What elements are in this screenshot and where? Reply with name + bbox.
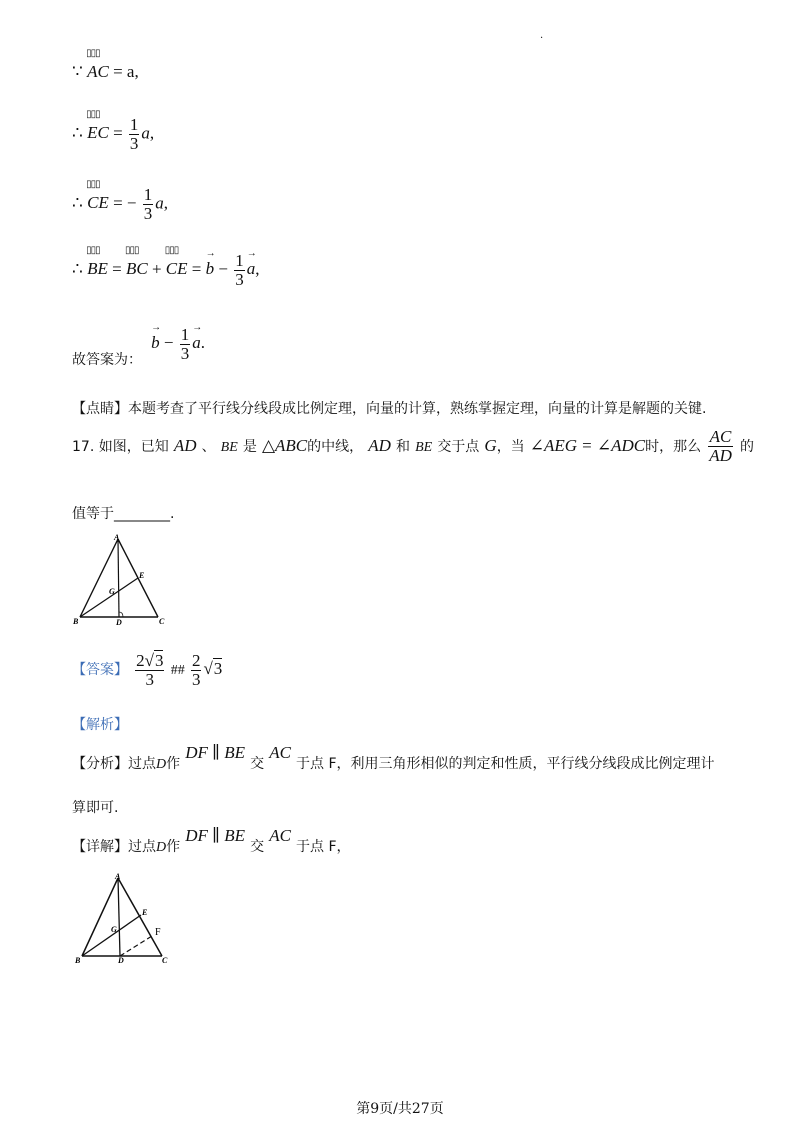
step-4-end: , bbox=[255, 259, 260, 279]
vector-bc: ▯▯▯ BC bbox=[126, 259, 148, 279]
fraction-one-third bbox=[180, 326, 191, 363]
problem-prefix: 17. 如图，已知 bbox=[72, 439, 169, 455]
dianjing-comment: 【点睛】本题考查了平行线分线段成比例定理，向量的计算，熟练掌握定理，向量的计算是解题的关键. bbox=[72, 401, 707, 417]
answer-end: . bbox=[200, 333, 205, 353]
vector-ce: ▯▯▯ CE bbox=[87, 193, 109, 213]
label-g: G bbox=[111, 925, 117, 934]
numerator bbox=[708, 428, 733, 446]
segment-ac: AC bbox=[269, 743, 291, 762]
label-d: D bbox=[118, 956, 124, 965]
fraction-two-root3-over-3 bbox=[135, 652, 164, 689]
because-symbol: ∵ bbox=[72, 62, 83, 81]
therefore-symbol: ∴ bbox=[72, 123, 83, 143]
step-2 bbox=[72, 116, 154, 153]
label-c: C bbox=[159, 617, 165, 626]
fenxi-line-2: 算即可. bbox=[72, 800, 119, 816]
plus-sign: + bbox=[151, 259, 162, 279]
equals-sign: = bbox=[113, 123, 123, 143]
denominator: 3 bbox=[143, 204, 153, 223]
sqrt-three: √3 bbox=[203, 659, 223, 679]
xiangjie-block bbox=[72, 826, 351, 855]
fraction-one-third bbox=[234, 252, 245, 289]
answer-statement bbox=[72, 325, 205, 369]
segment-be: BE bbox=[220, 440, 238, 455]
label-g: G bbox=[109, 587, 115, 596]
label-c: C bbox=[162, 956, 168, 965]
therefore-symbol: ∴ bbox=[72, 259, 83, 279]
word-zuo: 作 bbox=[166, 839, 181, 855]
numerator: 1 bbox=[129, 115, 139, 134]
fraction-two-thirds bbox=[191, 652, 202, 689]
vector-a: → a bbox=[192, 333, 201, 353]
denominator-ad: AD bbox=[709, 446, 732, 465]
label-e: E bbox=[142, 908, 148, 917]
numerator: 2 bbox=[191, 651, 201, 670]
denominator: 3 bbox=[235, 270, 244, 289]
vector-b: → b bbox=[206, 259, 215, 279]
numerator: 1 bbox=[235, 251, 244, 270]
point-d: D bbox=[156, 840, 167, 855]
denominator bbox=[708, 446, 733, 465]
label-a: A bbox=[115, 872, 121, 881]
triangle-figure-2 bbox=[72, 870, 177, 965]
word-median: 的中线， bbox=[307, 439, 364, 455]
word-de: 的 bbox=[739, 439, 754, 455]
denominator: 3 bbox=[135, 670, 164, 689]
fenxi-label: 【分析】过点 bbox=[72, 756, 156, 772]
therefore-symbol: ∴ bbox=[72, 193, 83, 213]
separator: 、 bbox=[201, 439, 216, 455]
answer-block bbox=[72, 652, 222, 689]
minus-sign: − bbox=[218, 259, 228, 279]
word-jiao: 交 bbox=[250, 756, 265, 772]
segment-ac: AC bbox=[269, 826, 291, 845]
word-and: 和 bbox=[396, 439, 411, 455]
word-zuo: 作 bbox=[166, 756, 181, 772]
equals-sign: = bbox=[112, 259, 122, 279]
segment-ad: AD bbox=[173, 436, 197, 455]
analysis-tag: 【解析】 bbox=[72, 717, 128, 733]
header-dot: . bbox=[540, 30, 544, 41]
fenxi-block bbox=[72, 743, 715, 772]
vector-b: → b bbox=[151, 333, 160, 353]
word-intersect: 交于点 bbox=[437, 439, 480, 455]
minus-sign: − bbox=[163, 333, 174, 353]
xiangjie-rest: 于点 F， bbox=[296, 839, 351, 855]
label-e: E bbox=[139, 571, 145, 580]
radicand-3: 3 bbox=[154, 651, 164, 670]
step-4 bbox=[72, 252, 259, 289]
label-d: D bbox=[116, 618, 122, 627]
segment-ad: AD bbox=[368, 436, 391, 455]
label-b: B bbox=[73, 617, 79, 626]
vector-ce: ▯▯▯ CE bbox=[166, 259, 188, 279]
numerator-ac: AC bbox=[709, 427, 732, 446]
df-parallel-be: DF ∥ BE bbox=[185, 743, 246, 762]
equals-minus: = − bbox=[113, 193, 137, 213]
fraction-one-third bbox=[143, 186, 154, 223]
var-a: a bbox=[155, 193, 164, 213]
word-shi: 是 bbox=[242, 439, 257, 455]
numerator: 1 bbox=[180, 325, 190, 344]
answer-label: 故答案为： bbox=[72, 352, 142, 369]
point-g: G bbox=[484, 436, 497, 455]
answer-tag: 【答案】 bbox=[72, 662, 128, 679]
answer-expression bbox=[151, 325, 205, 363]
label-f: F bbox=[155, 927, 161, 938]
step-1 bbox=[72, 62, 139, 82]
numerator: 1 bbox=[143, 185, 153, 204]
angle-aeg: ∠AEG bbox=[529, 436, 578, 455]
vector-ac: ▯▯▯ AC bbox=[87, 62, 109, 82]
fraction-one-third bbox=[129, 116, 140, 153]
vector-a: → a bbox=[247, 259, 256, 279]
word-when: ，当 bbox=[496, 439, 525, 455]
step-3-end: , bbox=[163, 193, 168, 213]
page-footer: 第9页/共27页 bbox=[356, 1101, 444, 1117]
vector-be: ▯▯▯ BE bbox=[87, 259, 108, 279]
word-then: 时，那么 bbox=[645, 439, 702, 455]
equals-sign: = bbox=[191, 259, 202, 279]
word-jiao: 交 bbox=[250, 839, 265, 855]
angle-adc: ∠ADC bbox=[596, 436, 646, 455]
fenxi-rest: 于点 F，利用三角形相似的判定和性质，平行线分线段成比例定理计 bbox=[296, 756, 715, 772]
problem-17 bbox=[72, 428, 754, 465]
coef-2: 2 bbox=[136, 651, 145, 670]
point-d: D bbox=[156, 757, 167, 772]
label-a: A bbox=[114, 533, 120, 542]
problem-17-blank: 值等于________. bbox=[72, 506, 175, 522]
answer-separator: ## bbox=[170, 663, 185, 679]
step-1-rhs: = a bbox=[113, 62, 135, 81]
fraction-ac-ad bbox=[708, 428, 733, 465]
denominator: 3 bbox=[180, 344, 190, 363]
triangle-figure-1 bbox=[72, 532, 172, 627]
triangle-abc: △ABC bbox=[261, 436, 308, 455]
label-b: B bbox=[75, 956, 81, 965]
step-1-end: , bbox=[134, 62, 139, 81]
answer-value bbox=[133, 651, 223, 689]
denominator: 3 bbox=[129, 134, 139, 153]
step-2-end: , bbox=[149, 123, 155, 143]
df-parallel-be: DF ∥ BE bbox=[185, 826, 246, 845]
segment-be: BE bbox=[415, 440, 433, 455]
denominator: 3 bbox=[191, 670, 201, 689]
equals-sign: = bbox=[582, 436, 592, 455]
numerator: 2√3 bbox=[136, 651, 164, 670]
var-a: a bbox=[141, 123, 150, 143]
vector-ec: ▯▯▯ EC bbox=[87, 123, 109, 143]
step-3 bbox=[72, 186, 168, 223]
radicand-3: 3 bbox=[213, 659, 223, 679]
xiangjie-label: 【详解】过点 bbox=[72, 839, 156, 855]
